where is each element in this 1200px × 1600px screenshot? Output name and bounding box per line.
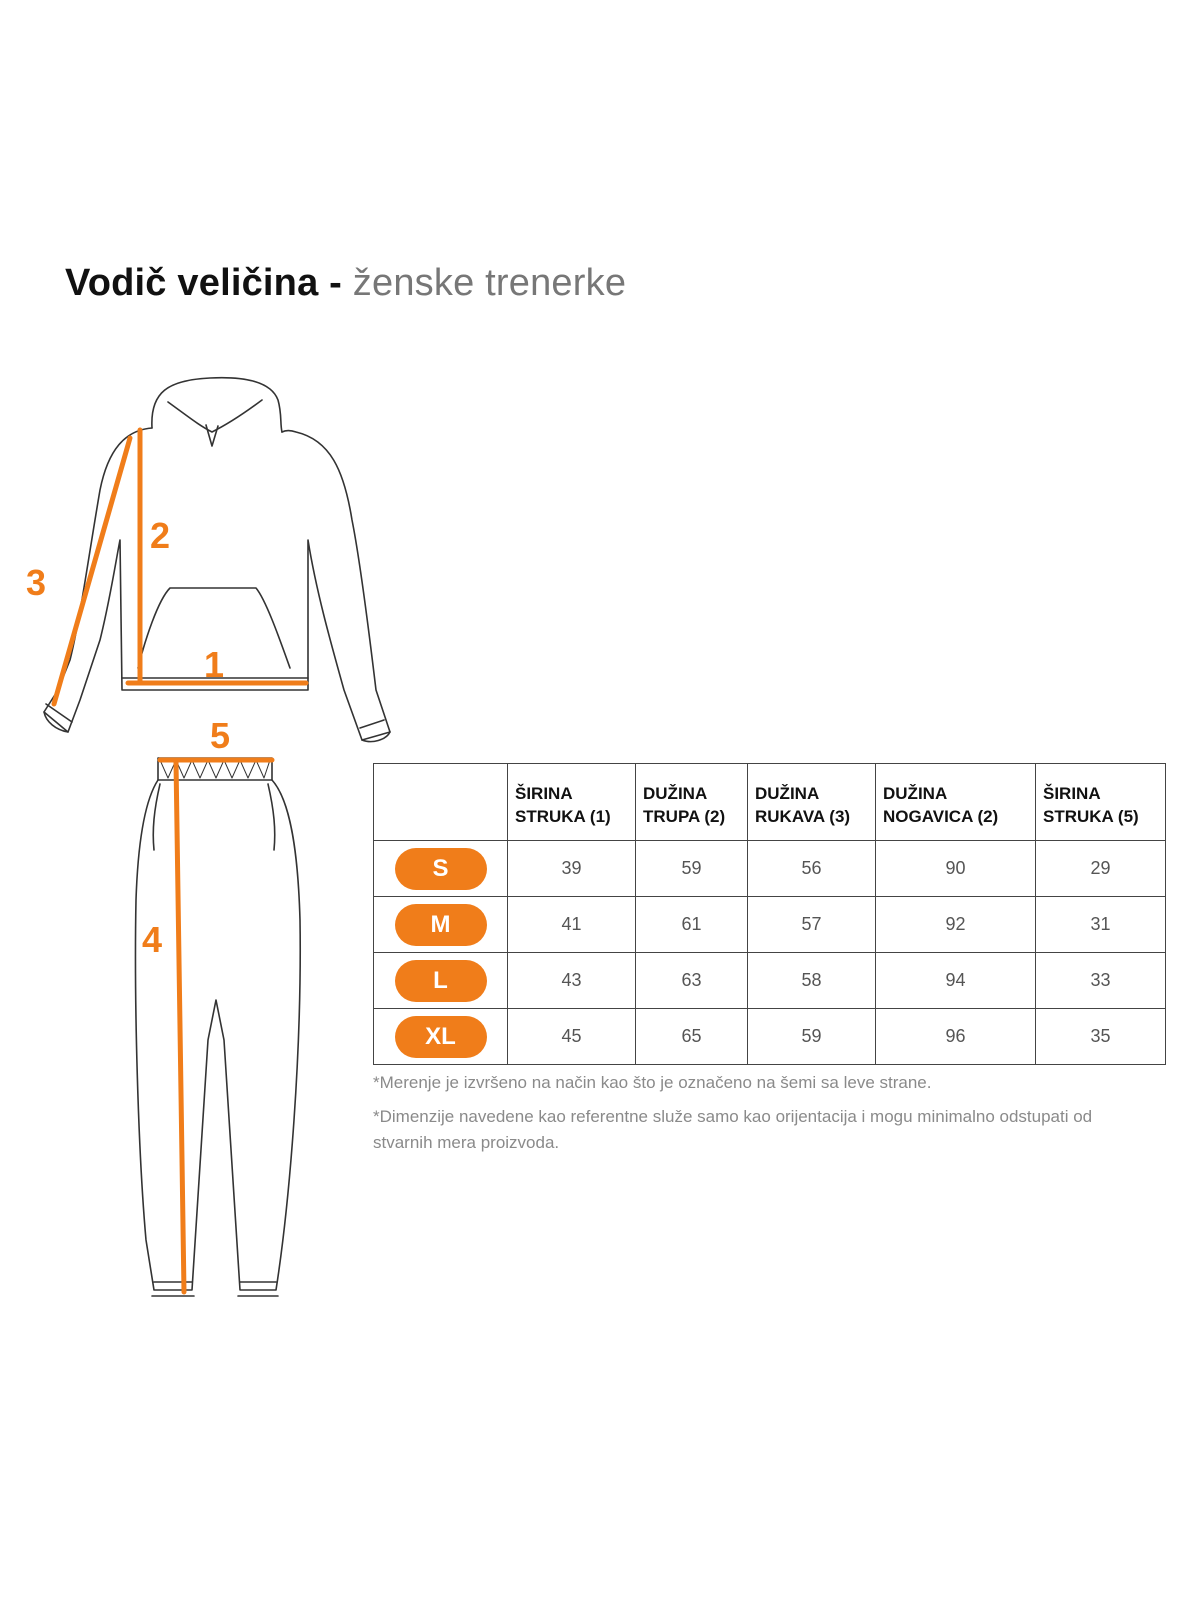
table-cell: 43 [508,953,636,1009]
size-cell [374,897,508,953]
header-line1: DUŽINA [755,784,820,803]
hoodie-neck-v [206,425,218,446]
pants-outline [135,780,300,1290]
size-table [373,763,1166,1065]
table-cell: 41 [508,897,636,953]
header-col-2 [636,764,748,841]
header-line1: DUŽINA [643,784,708,803]
title-bold: Vodič veličina - [65,262,343,304]
table-cell: 58 [748,953,876,1009]
size-cell [374,1009,508,1065]
table-cell: 35 [1036,1009,1166,1065]
table-row [374,1009,1166,1065]
hoodie-neckline [168,400,262,432]
table-cell: 45 [508,1009,636,1065]
table-cell: 59 [636,841,748,897]
table-cell: 96 [876,1009,1036,1065]
header-line2: TRUPA (2) [643,807,726,826]
note-dimensions: *Dimenzije navedene kao referentne služe samo kao orijentacija i mogu minimalno odstupati od stvarnih mera proizvoda. [373,1107,1093,1152]
table-cell: 57 [748,897,876,953]
measure-label-4: 4 [142,919,163,960]
header-line2: RUKAVA (3) [755,807,851,826]
measure-line-4 [176,762,184,1292]
table-cell: 63 [636,953,748,1009]
table-cell: 39 [508,841,636,897]
header-line1: ŠIRINA [1043,784,1101,803]
pants-pocket-left [153,784,160,850]
header-col-1 [508,764,636,841]
measure-label-5: 5 [210,715,231,756]
pants-cuff-right [238,1282,278,1296]
pants-cuff-left [152,1282,194,1296]
table-cell: 56 [748,841,876,897]
hoodie-cuff-left [44,704,72,732]
measure-label-1: 1 [204,644,225,685]
size-badge: XL [395,1016,487,1058]
note-measurement: *Merenje je izvršeno na način kao što je označeno na šemi sa leve strane. [373,1073,932,1092]
table-cell: 90 [876,841,1036,897]
header-line1: ŠIRINA [515,784,573,803]
table-cell: 29 [1036,841,1166,897]
table-cell: 65 [636,1009,748,1065]
size-cell [374,953,508,1009]
header-line1: DUŽINA [883,784,948,803]
table-cell: 94 [876,953,1036,1009]
header-line2: NOGAVICA (2) [883,807,999,826]
header-col-4 [876,764,1036,841]
size-badge: M [395,904,487,946]
header-line2: STRUKA (5) [1043,807,1139,826]
header-col-3 [748,764,876,841]
measure-label-2: 2 [150,515,171,556]
table-header-row [374,764,1166,841]
table-row [374,897,1166,953]
title-subtitle: ženske trenerke [352,262,627,304]
table-cell: 59 [748,1009,876,1065]
header-line2: STRUKA (1) [515,807,611,826]
table-cell: 92 [876,897,1036,953]
table-cell: 33 [1036,953,1166,1009]
table-row [374,953,1166,1009]
hoodie-body-outline [44,428,390,742]
pants-pocket-right [268,784,275,850]
header-size-empty [374,764,508,841]
table-cell: 31 [1036,897,1166,953]
header-col-5 [1036,764,1166,841]
size-cell [374,841,508,897]
size-badge: L [395,960,487,1002]
size-badge: S [395,848,487,890]
measure-label-3: 3 [26,562,47,603]
table-row [374,841,1166,897]
table-cell: 61 [636,897,748,953]
